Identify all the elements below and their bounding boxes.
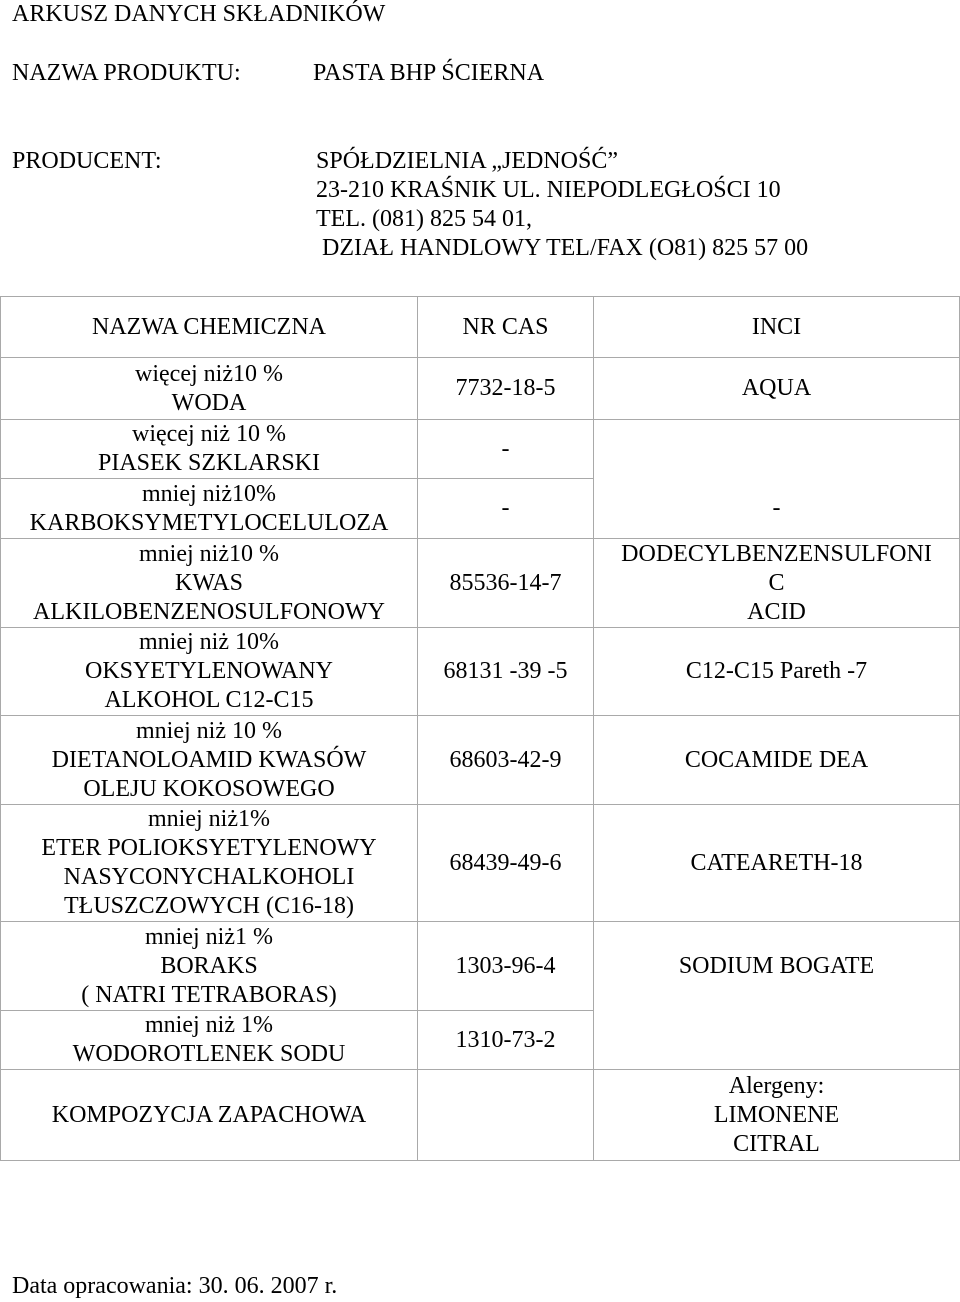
inci-cell (594, 628, 960, 716)
chemical-name-text: OLEJU KOKOSOWEGO (83, 775, 335, 802)
cas-cell: 68131 -39 -5 (418, 628, 594, 716)
inci-text: DODECYLBENZENSULFONI (621, 540, 932, 567)
preparation-date: Data opracowania: 30. 06. 2007 r. (12, 1273, 338, 1299)
concentration-text: mniej niż1 % (145, 923, 273, 950)
producer-details (316, 147, 808, 263)
inci-cell (594, 1070, 960, 1161)
inci-text: C (768, 569, 785, 596)
table-header-row (1, 297, 960, 358)
chemical-name-text: DIETANOLOAMID KWASÓW (51, 746, 367, 773)
chemical-name-cell (1, 479, 418, 539)
inci-text: LIMONENE (713, 1101, 840, 1128)
chemical-name-cell (1, 716, 418, 805)
inci-text: CITRAL (733, 1130, 820, 1157)
inci-cell (594, 1011, 960, 1070)
producer-label: PRODUCENT: (12, 148, 162, 174)
inci-text: COCAMIDE DEA (684, 746, 869, 773)
chemical-name-text: OKSYETYLENOWANY (85, 658, 333, 684)
chemical-name-cell (1, 628, 418, 716)
chemical-name-text: ETER POLIOKSYETYLENOWY (41, 835, 377, 861)
inci-text: C12-C15 Pareth -7 (685, 658, 868, 684)
table-row (1, 420, 960, 479)
inci-cell (594, 922, 960, 1011)
concentration-text: mniej niż 1% (145, 1012, 273, 1038)
producer-sales-contact: DZIAŁ HANDLOWY TEL/FAX (O81) 825 57 00 (322, 235, 809, 261)
chemical-name-cell (1, 420, 418, 479)
producer-phone: TEL. (081) 825 54 01, (316, 206, 532, 232)
concentration-text: mniej niż 10% (139, 629, 279, 655)
product-name-value: PASTA BHP ŚCIERNA (313, 60, 545, 86)
inci-cell (594, 539, 960, 628)
cas-cell: 68439-49-6 (418, 805, 594, 922)
inci-text: AQUA (741, 375, 812, 401)
chemical-name-cell (1, 922, 418, 1011)
chemical-name-text: WODA (171, 389, 247, 416)
chemical-name-text: ALKILOBENZENOSULFONOWY (33, 598, 385, 625)
concentration-text: mniej niż10 % (139, 540, 279, 567)
inci-cell (594, 420, 960, 479)
chemical-name-text: KWAS (174, 569, 243, 596)
chemical-name-text: ALKOHOL C12-C15 (104, 687, 314, 713)
inci-cell (594, 479, 960, 539)
concentration-text: mniej niż 10 % (136, 717, 282, 744)
chemical-name-text: KOMPOZYCJA ZAPACHOWA (51, 1101, 367, 1128)
header-inci: INCI (594, 297, 960, 358)
cas-cell: 1303-96-4 (418, 922, 594, 1011)
concentration-text: mniej niż10% (142, 480, 276, 507)
header-chemical-name: NAZWA CHEMICZNA (1, 297, 418, 358)
table-row (1, 628, 960, 716)
table-row (1, 922, 960, 1011)
table-row (1, 805, 960, 922)
table-row (1, 716, 960, 805)
chemical-name-cell (1, 805, 418, 922)
document-title: ARKUSZ DANYCH SKŁADNIKÓW (12, 1, 386, 27)
cas-cell: 7732-18-5 (418, 358, 594, 420)
concentration-text: więcej niż 10 % (132, 421, 286, 447)
product-name-label: NAZWA PRODUKTU: (12, 60, 241, 86)
chemical-name-text: ( NATRI TETRABORAS) (81, 981, 337, 1008)
cas-cell (418, 1070, 594, 1161)
producer-name: SPÓŁDZIELNIA „JEDNOŚĆ” (316, 148, 618, 174)
chemical-name-cell (1, 1070, 418, 1161)
cas-cell: 1310-73-2 (418, 1011, 594, 1070)
table-row (1, 1011, 960, 1070)
cas-cell: - (418, 479, 594, 539)
inci-cell (594, 805, 960, 922)
header-cas-number: NR CAS (418, 297, 594, 358)
chemical-name-text: WODOROTLENEK SODU (72, 1041, 346, 1067)
inci-text: - (772, 494, 781, 521)
cas-cell: - (418, 420, 594, 479)
concentration-text: mniej niż1% (148, 806, 270, 832)
table-row (1, 1070, 960, 1161)
cas-cell: 85536-14-7 (418, 539, 594, 628)
inci-text: SODIUM BOGATE (678, 952, 875, 979)
cas-cell: 68603-42-9 (418, 716, 594, 805)
concentration-text: więcej niż10 % (135, 360, 283, 387)
inci-text: CATEARETH-18 (690, 849, 863, 876)
chemical-name-text: TŁUSZCZOWYCH (C16-18) (64, 893, 354, 919)
table-row (1, 479, 960, 539)
chemical-name-text: BORAKS (160, 952, 258, 979)
chemical-name-cell (1, 539, 418, 628)
table-row (1, 358, 960, 420)
table-row (1, 539, 960, 628)
chemical-name-text: KARBOKSYMETYLOCELULOZA (29, 509, 389, 536)
chemical-name-text: PIASEK SZKLARSKI (97, 450, 321, 476)
chemical-name-text: NASYCONYCHALKOHOLI (63, 864, 355, 890)
chemical-name-cell (1, 358, 418, 420)
allergens-label: Alergeny: (728, 1072, 825, 1099)
chemical-name-cell (1, 1011, 418, 1070)
inci-cell (594, 358, 960, 420)
inci-cell (594, 716, 960, 805)
producer-address: 23-210 KRAŚNIK UL. NIEPODLEGŁOŚCI 10 (316, 177, 781, 203)
ingredients-table (0, 296, 960, 1161)
inci-text: ACID (747, 598, 806, 625)
